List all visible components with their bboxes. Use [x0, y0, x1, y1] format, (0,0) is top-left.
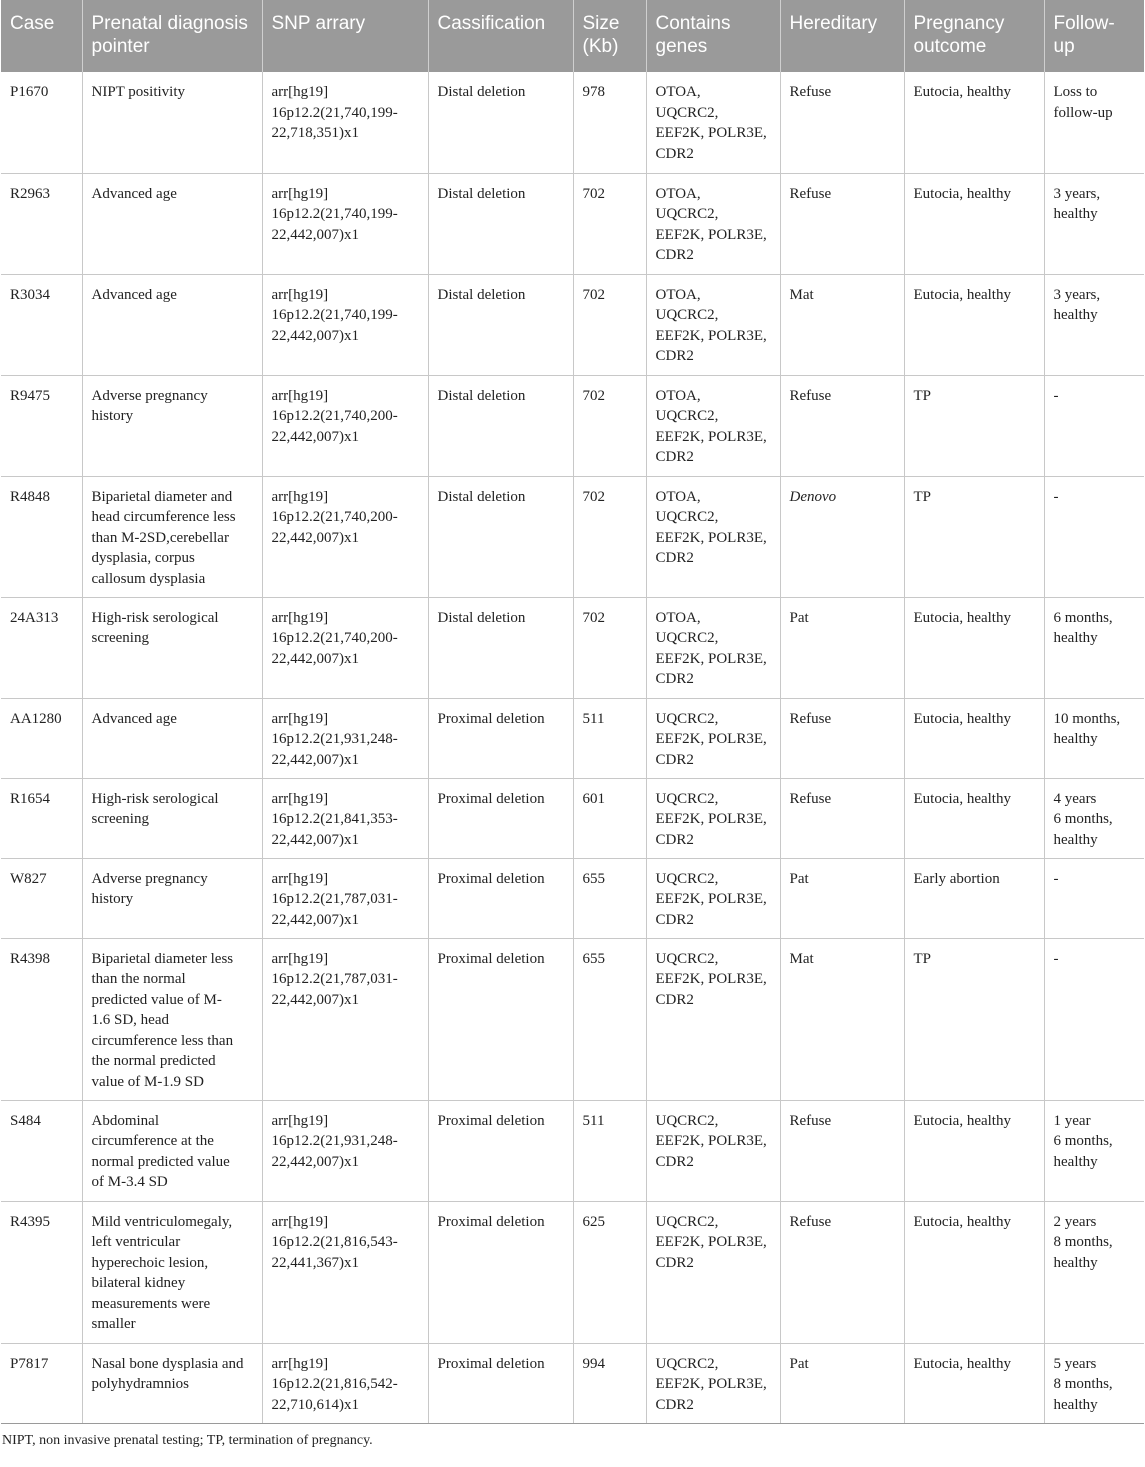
column-header-snp-array: SNP arrary	[262, 0, 428, 72]
cell-snp-array: arr[hg19] 16p12.2(21,740,199- 22,718,351)x1	[262, 72, 428, 173]
cell-size: 511	[573, 698, 646, 778]
table-row	[1, 72, 1144, 173]
cell-follow-up: -	[1044, 938, 1144, 1100]
cell-case: 24A313	[1, 597, 82, 698]
cell-prenatal-diagnosis-pointer: Abdominal circumference at the normal predicted value of M-3.4 SD	[82, 1100, 262, 1201]
cell-case: R9475	[1, 375, 82, 476]
column-header-pregnancy-outcome: Pregnancy outcome	[904, 0, 1044, 72]
cell-prenatal-diagnosis-pointer: Adverse pregnancy history	[82, 858, 262, 938]
cell-snp-array: arr[hg19] 16p12.2(21,740,200- 22,442,007)x1	[262, 597, 428, 698]
cell-prenatal-diagnosis-pointer: NIPT positivity	[82, 72, 262, 173]
cell-contains-genes: UQCRC2, EEF2K, POLR3E, CDR2	[646, 1100, 780, 1201]
column-header-case: Case	[1, 0, 82, 72]
cell-hereditary: Refuse	[780, 72, 904, 173]
cell-prenatal-diagnosis-pointer: High-risk serological screening	[82, 597, 262, 698]
cell-case: P1670	[1, 72, 82, 173]
cell-pregnancy-outcome: TP	[904, 375, 1044, 476]
cell-classification: Distal deletion	[428, 476, 573, 597]
cell-hereditary: Pat	[780, 858, 904, 938]
cell-prenatal-diagnosis-pointer: Advanced age	[82, 698, 262, 778]
table-row	[1, 597, 1144, 698]
column-header-hereditary: Hereditary	[780, 0, 904, 72]
cell-prenatal-diagnosis-pointer: Advanced age	[82, 173, 262, 274]
cell-size: 978	[573, 72, 646, 173]
cell-pregnancy-outcome: Eutocia, healthy	[904, 698, 1044, 778]
cell-prenatal-diagnosis-pointer: Biparietal diameter and head circumference less than M-2SD,cerebellar dysplasia, corpus callosum dysplasia	[82, 476, 262, 597]
cell-prenatal-diagnosis-pointer: Mild ventriculomegaly, left ventricular hyperechoic lesion, bilateral kidney measurements were smaller	[82, 1201, 262, 1343]
column-header-size: Size (Kb)	[573, 0, 646, 72]
cell-pregnancy-outcome: Eutocia, healthy	[904, 274, 1044, 375]
cell-classification: Proximal deletion	[428, 1201, 573, 1343]
cell-pregnancy-outcome: TP	[904, 476, 1044, 597]
cell-contains-genes: OTOA, UQCRC2, EEF2K, POLR3E, CDR2	[646, 72, 780, 173]
table-row	[1, 375, 1144, 476]
cell-snp-array: arr[hg19] 16p12.2(21,931,248- 22,442,007)x1	[262, 1100, 428, 1201]
cell-contains-genes: OTOA, UQCRC2, EEF2K, POLR3E, CDR2	[646, 274, 780, 375]
cell-contains-genes: OTOA, UQCRC2, EEF2K, POLR3E, CDR2	[646, 173, 780, 274]
cell-classification: Distal deletion	[428, 72, 573, 173]
cell-hereditary: Pat	[780, 1343, 904, 1423]
cell-size: 702	[573, 274, 646, 375]
cell-contains-genes: OTOA, UQCRC2, EEF2K, POLR3E, CDR2	[646, 476, 780, 597]
cell-follow-up: 3 years, healthy	[1044, 274, 1144, 375]
column-header-classification: Cassification	[428, 0, 573, 72]
cell-size: 994	[573, 1343, 646, 1423]
cell-hereditary: Refuse	[780, 698, 904, 778]
cell-case: R4395	[1, 1201, 82, 1343]
table-row	[1, 173, 1144, 274]
cell-classification: Distal deletion	[428, 375, 573, 476]
cell-case: AA1280	[1, 698, 82, 778]
cell-pregnancy-outcome: Eutocia, healthy	[904, 1343, 1044, 1423]
cell-hereditary: Mat	[780, 274, 904, 375]
cell-contains-genes: UQCRC2, EEF2K, POLR3E, CDR2	[646, 858, 780, 938]
cell-follow-up: 3 years, healthy	[1044, 173, 1144, 274]
cell-follow-up: Loss to follow-up	[1044, 72, 1144, 173]
cell-snp-array: arr[hg19] 16p12.2(21,931,248- 22,442,007)x1	[262, 698, 428, 778]
cell-pregnancy-outcome: TP	[904, 938, 1044, 1100]
cell-snp-array: arr[hg19] 16p12.2(21,740,199- 22,442,007)x1	[262, 173, 428, 274]
cell-case: R1654	[1, 778, 82, 858]
cell-classification: Proximal deletion	[428, 938, 573, 1100]
table-row	[1, 274, 1144, 375]
cell-snp-array: arr[hg19] 16p12.2(21,816,543- 22,441,367)x1	[262, 1201, 428, 1343]
table-row	[1, 476, 1144, 597]
column-header-prenatal-diagnosis-pointer: Prenatal diagnosis pointer	[82, 0, 262, 72]
cell-contains-genes: UQCRC2, EEF2K, POLR3E, CDR2	[646, 778, 780, 858]
cell-size: 601	[573, 778, 646, 858]
cell-case: P7817	[1, 1343, 82, 1423]
cell-hereditary: Refuse	[780, 173, 904, 274]
table-body	[1, 72, 1144, 1423]
header-row	[1, 0, 1144, 72]
column-header-contains-genes: Contains genes	[646, 0, 780, 72]
cell-hereditary: Refuse	[780, 375, 904, 476]
cell-pregnancy-outcome: Eutocia, healthy	[904, 597, 1044, 698]
cell-follow-up: 4 years 6 months, healthy	[1044, 778, 1144, 858]
cell-pregnancy-outcome: Eutocia, healthy	[904, 1100, 1044, 1201]
cell-size: 702	[573, 597, 646, 698]
table-row	[1, 858, 1144, 938]
cell-follow-up: -	[1044, 476, 1144, 597]
cell-follow-up: 5 years 8 months, healthy	[1044, 1343, 1144, 1423]
cell-case: S484	[1, 1100, 82, 1201]
cell-classification: Distal deletion	[428, 274, 573, 375]
cell-follow-up: 2 years 8 months, healthy	[1044, 1201, 1144, 1343]
cell-prenatal-diagnosis-pointer: High-risk serological screening	[82, 778, 262, 858]
cell-classification: Distal deletion	[428, 597, 573, 698]
cell-size: 625	[573, 1201, 646, 1343]
cell-pregnancy-outcome: Eutocia, healthy	[904, 1201, 1044, 1343]
cell-pregnancy-outcome: Eutocia, healthy	[904, 173, 1044, 274]
column-header-follow-up: Follow-up	[1044, 0, 1144, 72]
table-row	[1, 1343, 1144, 1423]
cell-hereditary: Refuse	[780, 1201, 904, 1343]
cell-classification: Distal deletion	[428, 173, 573, 274]
cell-pregnancy-outcome: Early abortion	[904, 858, 1044, 938]
table-row	[1, 1201, 1144, 1343]
cell-snp-array: arr[hg19] 16p12.2(21,816,542- 22,710,614)x1	[262, 1343, 428, 1423]
cell-size: 702	[573, 375, 646, 476]
cell-follow-up: 10 months, healthy	[1044, 698, 1144, 778]
cell-classification: Proximal deletion	[428, 778, 573, 858]
cell-case: R4398	[1, 938, 82, 1100]
cell-size: 702	[573, 173, 646, 274]
cell-follow-up: -	[1044, 375, 1144, 476]
cell-contains-genes: UQCRC2, EEF2K, POLR3E, CDR2	[646, 1343, 780, 1423]
cell-case: R4848	[1, 476, 82, 597]
cell-prenatal-diagnosis-pointer: Advanced age	[82, 274, 262, 375]
cell-snp-array: arr[hg19] 16p12.2(21,787,031- 22,442,007)x1	[262, 858, 428, 938]
cell-contains-genes: OTOA, UQCRC2, EEF2K, POLR3E, CDR2	[646, 375, 780, 476]
cell-snp-array: arr[hg19] 16p12.2(21,740,200- 22,442,007)x1	[262, 476, 428, 597]
cell-size: 702	[573, 476, 646, 597]
cell-size: 511	[573, 1100, 646, 1201]
table-row	[1, 1100, 1144, 1201]
cell-snp-array: arr[hg19] 16p12.2(21,841,353- 22,442,007)x1	[262, 778, 428, 858]
cell-classification: Proximal deletion	[428, 858, 573, 938]
cell-contains-genes: UQCRC2, EEF2K, POLR3E, CDR2	[646, 938, 780, 1100]
case-table	[1, 0, 1144, 1424]
cell-pregnancy-outcome: Eutocia, healthy	[904, 778, 1044, 858]
cell-size: 655	[573, 858, 646, 938]
cell-case: R3034	[1, 274, 82, 375]
cell-case: W827	[1, 858, 82, 938]
cell-classification: Proximal deletion	[428, 698, 573, 778]
cell-prenatal-diagnosis-pointer: Nasal bone dysplasia and polyhydramnios	[82, 1343, 262, 1423]
cell-size: 655	[573, 938, 646, 1100]
cell-hereditary: Pat	[780, 597, 904, 698]
cell-snp-array: arr[hg19] 16p12.2(21,787,031- 22,442,007)x1	[262, 938, 428, 1100]
cell-snp-array: arr[hg19] 16p12.2(21,740,199- 22,442,007)x1	[262, 274, 428, 375]
cell-prenatal-diagnosis-pointer: Adverse pregnancy history	[82, 375, 262, 476]
cell-classification: Proximal deletion	[428, 1100, 573, 1201]
cell-follow-up: 6 months, healthy	[1044, 597, 1144, 698]
cell-snp-array: arr[hg19] 16p12.2(21,740,200- 22,442,007)x1	[262, 375, 428, 476]
cell-contains-genes: OTOA, UQCRC2, EEF2K, POLR3E, CDR2	[646, 597, 780, 698]
cell-hereditary: Refuse	[780, 1100, 904, 1201]
table-row	[1, 938, 1144, 1100]
cell-classification: Proximal deletion	[428, 1343, 573, 1423]
cell-hereditary: Mat	[780, 938, 904, 1100]
cell-case: R2963	[1, 173, 82, 274]
table-footnote: NIPT, non invasive prenatal testing; TP, termination of pregnancy.	[2, 1432, 373, 1448]
cell-contains-genes: UQCRC2, EEF2K, POLR3E, CDR2	[646, 698, 780, 778]
table-row	[1, 778, 1144, 858]
cell-follow-up: 1 year 6 months, healthy	[1044, 1100, 1144, 1201]
table-row	[1, 698, 1144, 778]
cell-hereditary: Refuse	[780, 778, 904, 858]
cell-hereditary: Denovo	[780, 476, 904, 597]
cell-contains-genes: UQCRC2, EEF2K, POLR3E, CDR2	[646, 1201, 780, 1343]
table-header	[1, 0, 1144, 72]
cell-follow-up: -	[1044, 858, 1144, 938]
cell-pregnancy-outcome: Eutocia, healthy	[904, 72, 1044, 173]
cell-prenatal-diagnosis-pointer: Biparietal diameter less than the normal predicted value of M- 1.6 SD, head circumference less than the normal predicted value of M-1.9 SD	[82, 938, 262, 1100]
